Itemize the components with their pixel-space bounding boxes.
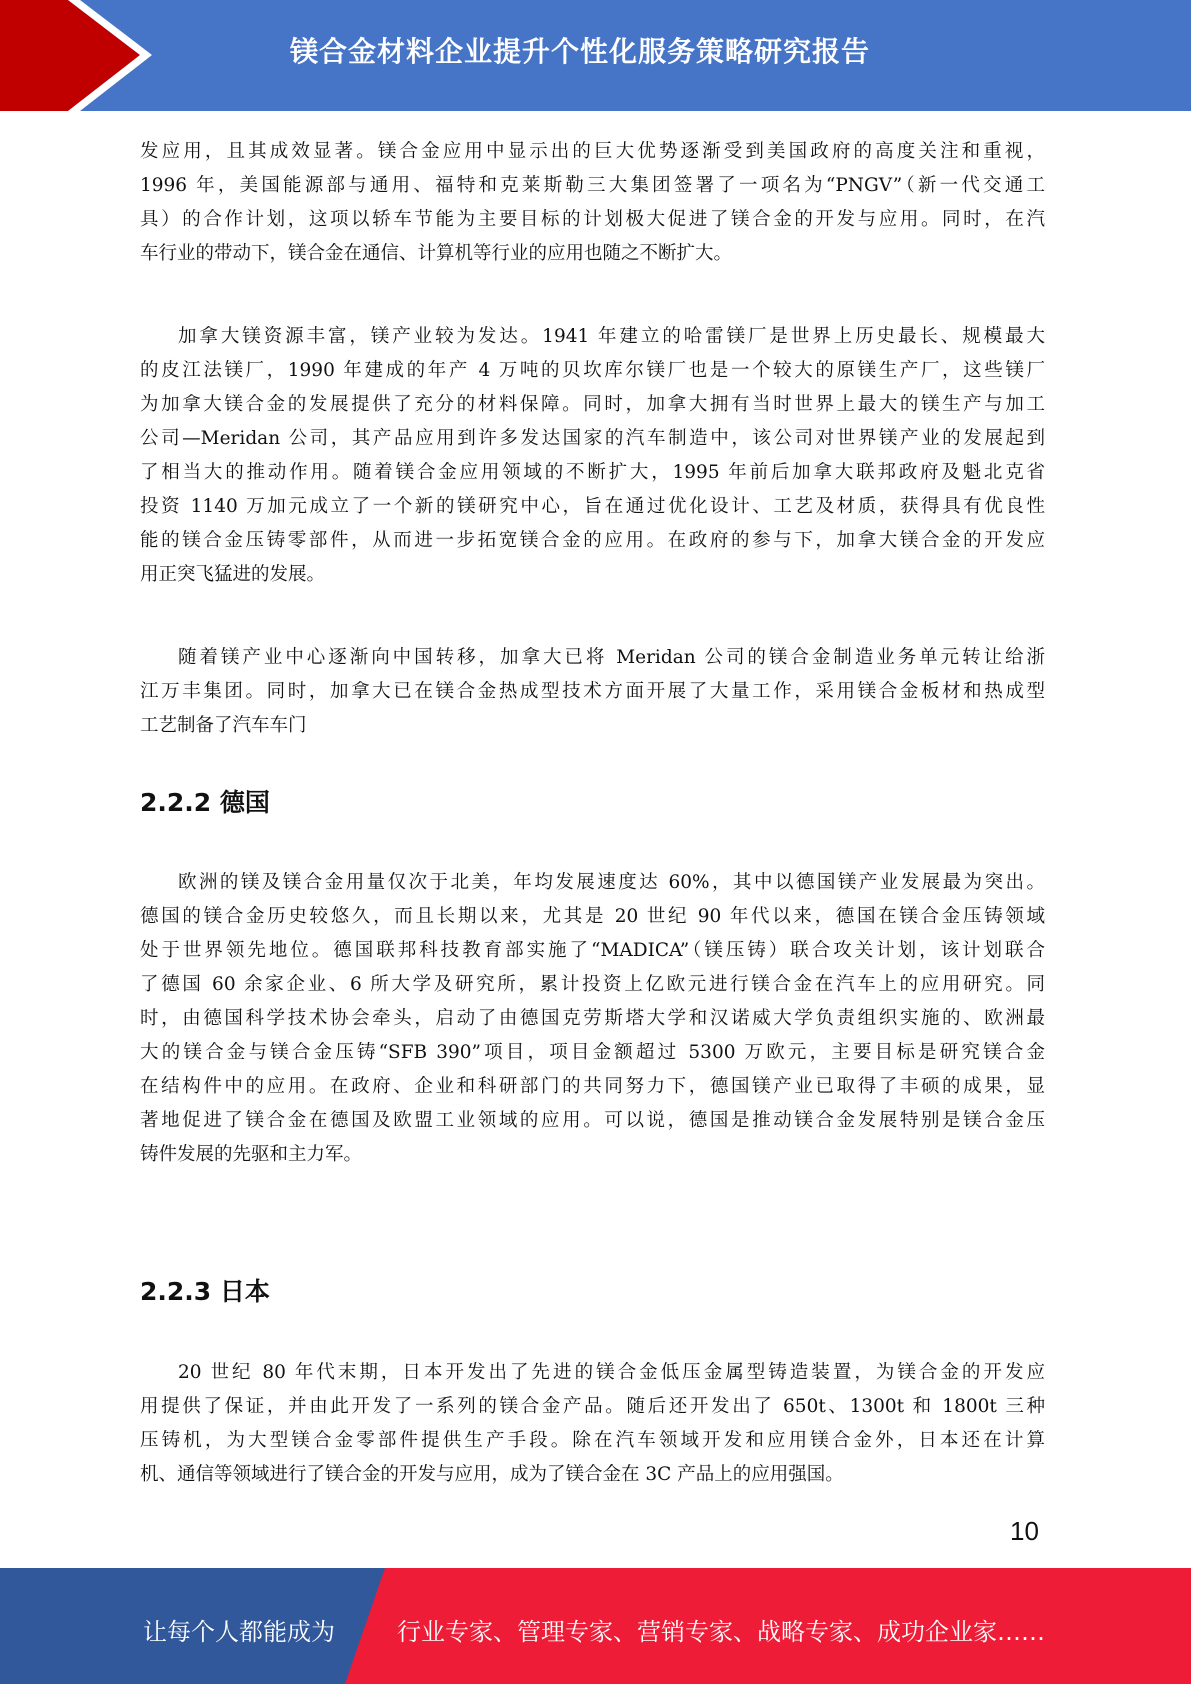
text-line: 公司—Meridan 公司，其产品应用到许多发达国家的汽车制造中，该公司对世界镁产业的发展起到 [140,428,1045,449]
text-line: 欧洲的镁及镁合金用量仅次于北美，年均发展速度达 60%，其中以德国镁产业发展最为突出。 [178,872,1045,893]
paragraph [140,135,1045,271]
text-line: 著地促进了镁合金在德国及欧盟工业领域的应用。可以说，德国是推动镁合金发展特别是镁合金压 [140,1110,1045,1131]
text-line: 工艺制备了汽车车门 [140,715,307,736]
text-line: 压铸机，为大型镁合金零部件提供生产手段。除在汽车领域开发和应用镁合金外，日本还在计算 [140,1430,1045,1451]
text-line: 1996 年，美国能源部与通用、福特和克莱斯勒三大集团签署了一项名为“PNGV”（新一代交通工 [140,175,1045,196]
footer-slogan-left: 让每个人都能成为 [143,1618,335,1646]
text-line: 德国的镁合金历史较悠久，而且长期以来，尤其是 20 世纪 90 年代以来，德国在镁合金压铸领域 [140,906,1045,927]
page-number: 10 [1010,1516,1039,1546]
text-line: 加拿大镁资源丰富，镁产业较为发达。1941 年建立的哈雷镁厂是世界上历史最长、规模最大 [178,326,1045,347]
text-line: 用正突飞猛进的发展。 [140,564,326,585]
text-line: 机、通信等领域进行了镁合金的开发与应用，成为了镁合金在 3C 产品上的应用强国。 [140,1464,844,1485]
page-footer [0,1568,1191,1684]
paragraph [140,320,1045,592]
section-heading: 2.2.3 日本 [140,1277,270,1306]
text-line: 在结构件中的应用。在政府、企业和科研部门的共同努力下，德国镁产业已取得了丰硕的成果，显 [140,1076,1045,1097]
text-line: 的皮江法镁厂，1990 年建成的年产 4 万吨的贝坎库尔镁厂也是一个较大的原镁生产厂，这些镁厂 [140,360,1045,381]
text-line: 时，由德国科学技术协会牵头，启动了由德国克劳斯塔大学和汉诺威大学负责组织实施的、欧洲最 [140,1008,1045,1029]
text-line: 20 世纪 80 年代末期，日本开发出了先进的镁合金低压金属型铸造装置，为镁合金的开发应 [178,1362,1045,1383]
paragraph [140,641,1045,743]
chevron-decoration-icon [0,0,200,111]
text-line: 处于世界领先地位。德国联邦科技教育部实施了“MADICA”（镁压铸）联合攻关计划，该计划联合 [140,940,1045,961]
text-line: 江万丰集团。同时，加拿大已在镁合金热成型技术方面开展了大量工作，采用镁合金板材和热成型 [140,681,1045,702]
paragraph [140,866,1045,1172]
section-heading: 2.2.2 德国 [140,788,270,817]
text-line: 具）的合作计划，这项以轿车节能为主要目标的计划极大促进了镁合金的开发与应用。同时，在汽 [140,209,1045,230]
text-line: 用提供了保证，并由此开发了一系列的镁合金产品。随后还开发出了 650t、1300t 和 1800t 三种 [140,1396,1045,1417]
footer-slogan-right: 行业专家、管理专家、营销专家、战略专家、成功企业家…… [397,1618,1045,1646]
text-line: 发应用，且其成效显著。镁合金应用中显示出的巨大优势逐渐受到美国政府的高度关注和重视， [140,141,1045,162]
text-line: 铸件发展的先驱和主力军。 [140,1144,363,1165]
report-title: 镁合金材料企业提升个性化服务策略研究报告 [290,35,871,68]
text-line: 了德国 60 余家企业、6 所大学及研究所，累计投资上亿欧元进行镁合金在汽车上的应用研究。同 [140,974,1045,995]
text-line: 了相当大的推动作用。随着镁合金应用领域的不断扩大，1995 年前后加拿大联邦政府及魁北克省 [140,462,1045,483]
text-line: 投资 1140 万加元成立了一个新的镁研究中心，旨在通过优化设计、工艺及材质，获得具有优良性 [140,496,1045,517]
text-line: 大的镁合金与镁合金压铸“SFB 390”项目，项目金额超过 5300 万欧元，主要目标是研究镁合金 [140,1042,1045,1063]
page-header [0,0,1191,111]
text-line: 车行业的带动下，镁合金在通信、计算机等行业的应用也随之不断扩大。 [140,243,733,264]
paragraph [140,1356,1045,1492]
text-line: 随着镁产业中心逐渐向中国转移，加拿大已将 Meridan 公司的镁合金制造业务单元转让给浙 [178,647,1045,668]
text-line: 为加拿大镁合金的发展提供了充分的材料保障。同时，加拿大拥有当时世界上最大的镁生产与加工 [140,394,1045,415]
text-line: 能的镁合金压铸零部件，从而进一步拓宽镁合金的应用。在政府的参与下，加拿大镁合金的开发应 [140,530,1045,551]
